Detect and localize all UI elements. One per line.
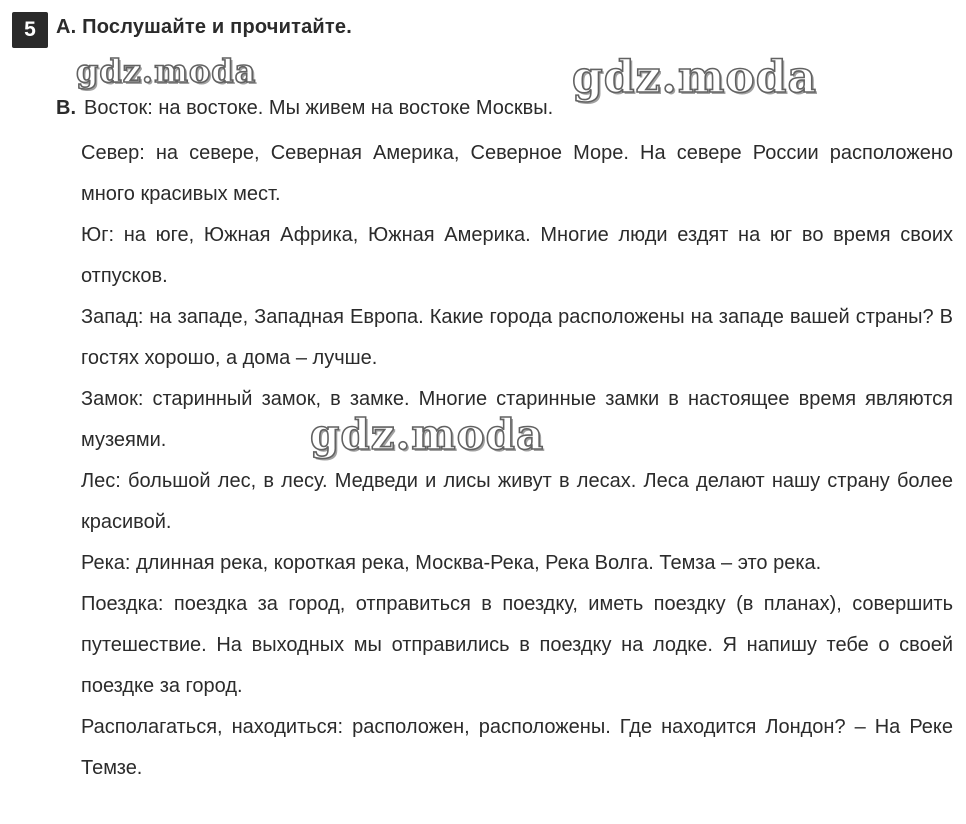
entry-north: Север: на севере, Северная Америка, Северное Море. На севере России расположено много красивых мест. [81, 142, 953, 205]
part-a-heading: A. Послушайте и прочитайте. [56, 16, 352, 38]
entry-location: Располагаться, находиться: расположен, расположены. Где находится Лондон? – На Реке Темзе. [81, 716, 953, 779]
watermark-logo: gdz.moda [310, 410, 545, 459]
entry-river: Река: длинная река, короткая река, Москва-Река, Река Волга. Темза – это река. [81, 552, 822, 574]
watermark-logo: gdz.moda [76, 52, 257, 90]
entry-castle: Замок: старинный замок, в замке. Многие старинные замки в настоящее время являются музеями. [81, 388, 953, 451]
vocabulary-entries [81, 133, 953, 789]
entry-forest: Лес: большой лес, в лесу. Медведи и лисы живут в лесах. Леса делают нашу страну более красивой. [81, 470, 953, 533]
part-b-first-line: Восток: на востоке. Мы живем на востоке Москвы. [84, 97, 554, 119]
part-b-letter: B. [56, 97, 76, 119]
entry-south: Юг: на юге, Южная Африка, Южная Америка. Многие люди ездят на юг во время своих отпусков. [81, 224, 953, 287]
entry-trip: Поездка: поездка за город, отправиться в поездку, иметь поездку (в планах), совершить путешествие. На выходных мы отправились в поездку на лодке. Я напишу тебе о своей поездке за город. [81, 593, 953, 697]
task-number-badge: 5 [12, 12, 48, 48]
watermark-logo: gdz.moda [572, 52, 818, 103]
entry-west: Запад: на западе, Западная Европа. Какие города расположены на западе вашей страны? В гостях хорошо, а дома – лучше. [81, 306, 953, 369]
